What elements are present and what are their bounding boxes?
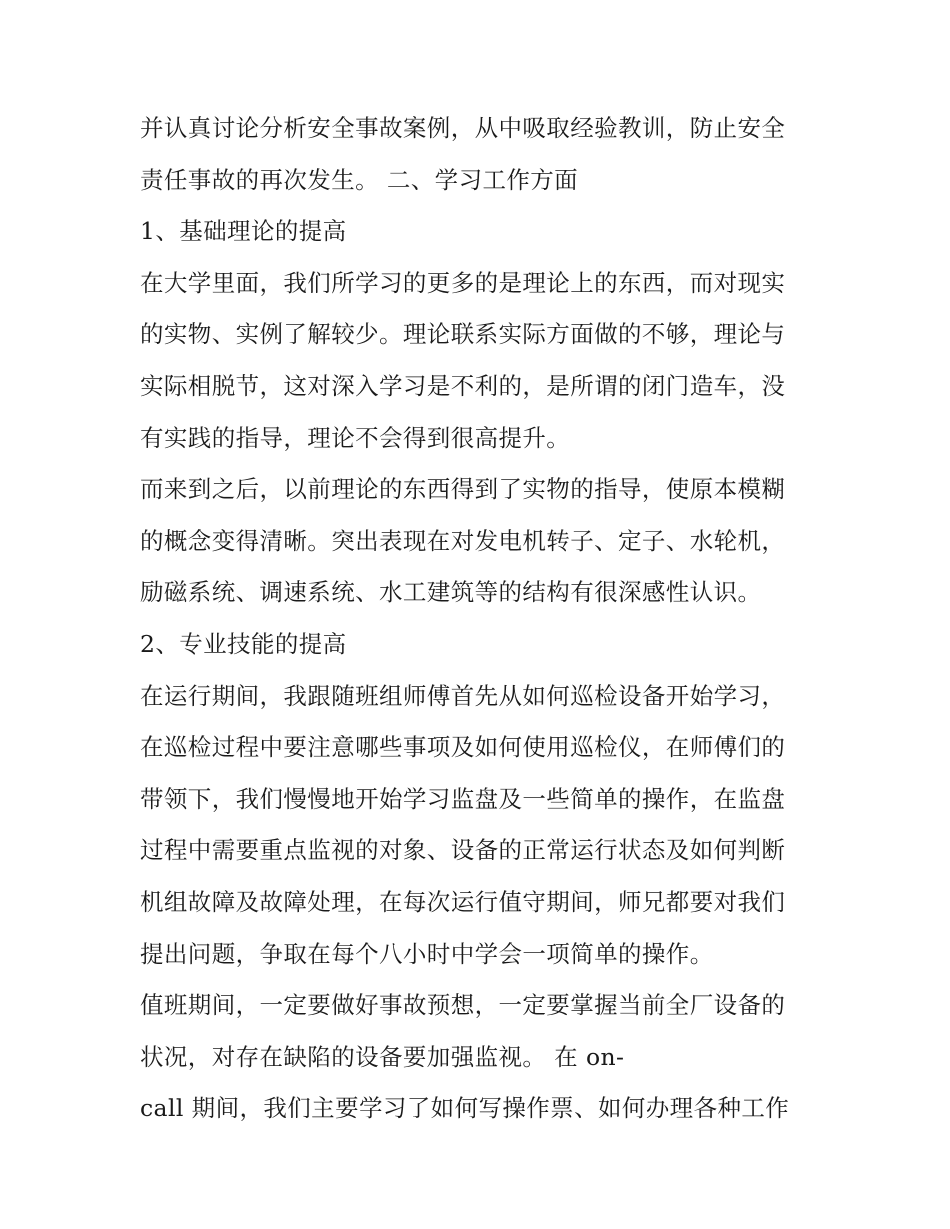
text-line-6: 实际相脱节，这对深入学习是不利的，是所谓的闭门造车，没 [140, 371, 786, 400]
text-line-15: 过程中需要重点监视的对象、设备的正常运行状态及如何判断 [140, 836, 786, 865]
section-heading-2: 2、专业技能的提高 [140, 629, 347, 658]
text-line-17: 提出问题，争取在每个八小时中学会一项简单的操作。 [140, 939, 714, 968]
text-line-5: 的实物、实例了解较少。理论联系实际方面做的不够，理论与 [140, 320, 786, 349]
text-line-14: 带领下，我们慢慢地开始学习监盘及一些简单的操作，在监盘 [140, 784, 786, 813]
section-heading-1: 1、基础理论的提高 [140, 217, 347, 246]
text-line-4: 在大学里面，我们所学习的更多的是理论上的东西，而对现实 [140, 268, 786, 297]
text-line-8: 而来到之后，以前理论的东西得到了实物的指导，使原本模糊 [140, 475, 786, 504]
text-line-13: 在巡检过程中要注意哪些事项及如何使用巡检仪，在师傅们的 [140, 733, 786, 762]
text-line-20: call 期间，我们主要学习了如何写操作票、如何办理各种工作 [140, 1094, 790, 1123]
text-line-2: 责任事故的再次发生。 二、学习工作方面 [140, 165, 579, 194]
text-line-7: 有实践的指导，理论不会得到很高提升。 [140, 423, 571, 452]
text-line-18: 值班期间，一定要做好事故预想，一定要掌握当前全厂设备的 [140, 991, 786, 1020]
text-line-12: 在运行期间，我跟随班组师傅首先从如何巡检设备开始学习， [140, 681, 786, 710]
body-text [140, 103, 820, 1135]
text-line-9: 的概念变得清晰。突出表现在对发电机转子、定子、水轮机， [140, 526, 786, 555]
text-line-1: 并认真讨论分析安全事故案例，从中吸取经验教训，防止安全 [140, 114, 786, 142]
text-line-16: 机组故障及故障处理，在每次运行值守期间，师兄都要对我们 [140, 887, 786, 916]
text-line-19: 状况，对存在缺陷的设备要加强监视。 在 on- [140, 1042, 625, 1071]
text-line-10: 励磁系统、调速系统、水工建筑等的结构有很深感性认识。 [140, 578, 762, 607]
